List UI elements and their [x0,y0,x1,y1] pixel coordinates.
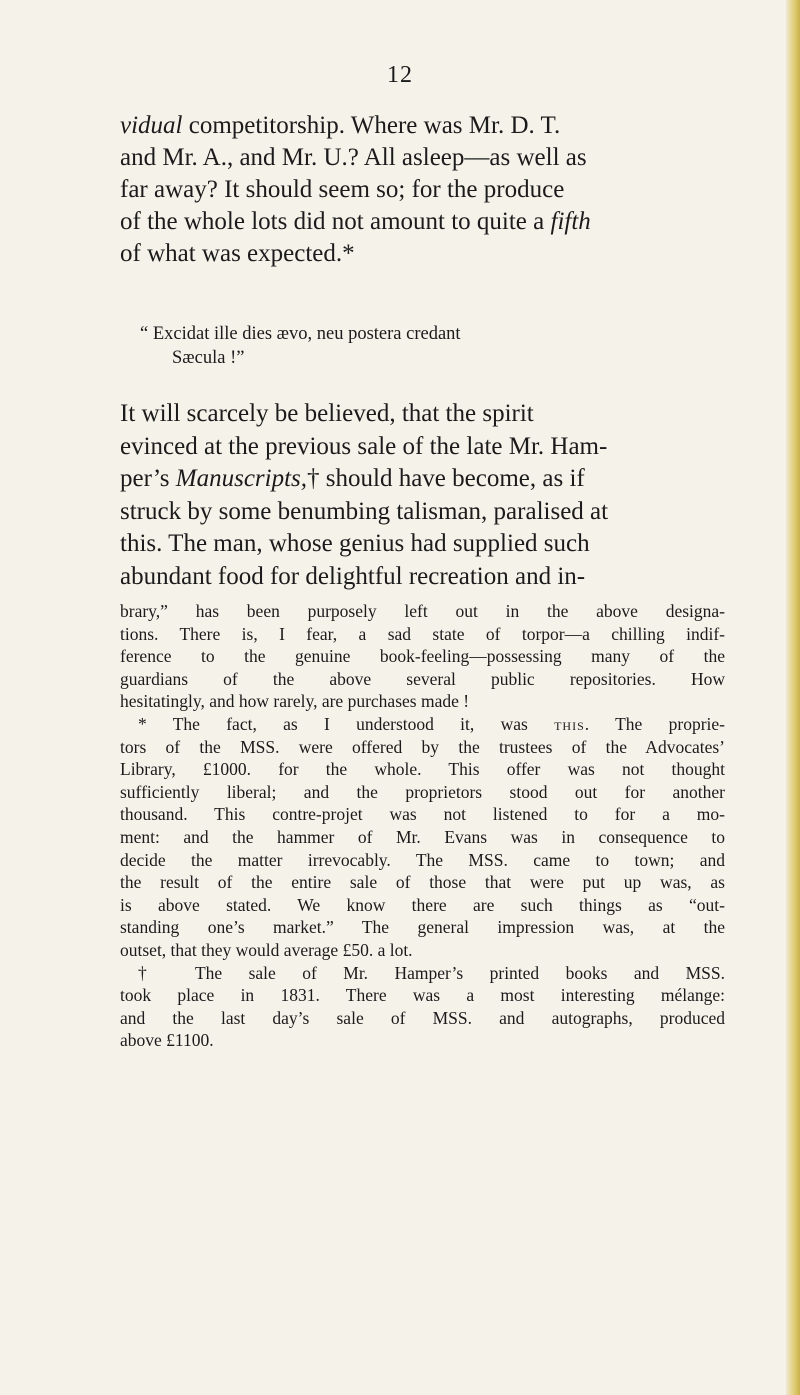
note-cont-line: hesitatingly, and how rarely, are purchases made ! [120,691,470,712]
note-star-line: standing one’s market.” The general impression was, at the [120,917,725,938]
p2-line3a: per’s [120,465,176,492]
note-star-line: the result of the entire sale of those that were put up was, as [120,872,725,893]
footnotes [120,600,725,1052]
note-star-line1a: * The fact, as I understood it, was [138,713,555,734]
note-star-line: decide the matter irrevocably. The MSS. came to town; and [120,849,725,870]
latin-quote [140,322,730,370]
page-number: 12 [387,62,413,88]
p2-line1: It will scarcely be believed, that the spirit [120,400,534,427]
page-edge [786,0,800,1395]
p2-line4: struck by some benumbing talisman, paralised at [120,497,609,525]
footnote-dagger [120,962,725,1052]
footnote-star [120,713,725,962]
note-cont-line: brary,” has been purposely left out in the above designa- [120,601,725,621]
p2-line5: this. The man, whose genius had supplied such [120,530,590,557]
main-line4: of the whole lots did not amount to quite a [120,208,551,235]
note-cont-line: tions. There is, I fear, a sad state of torpor—a chilling indif- [120,623,725,644]
note-star-line: thousand. This contre-projet was not listened to for a mo- [120,804,725,825]
note-star-line [120,713,725,736]
main-line4-italic: fifth [550,208,591,235]
main-line5: of what was expected.* [120,240,355,267]
note-star-line: is above stated. We know there are such things as “out- [120,894,725,915]
second-paragraph [120,398,725,593]
note-star-line: outset, that they would average £50. a lot. [120,939,413,960]
main-line1-italic: vidual [120,112,183,139]
p2-line3-italic: Manuscripts, [175,465,308,492]
note-star-this: this [554,713,585,734]
main-line3: far away? It should seem so; for the produce [120,176,565,203]
p2-line6: abundant food for delightful recreation and in- [120,562,586,590]
quote-line1: “ Excidat ille dies ævo, neu postera credant [140,324,461,344]
note-star-line: sufficiently liberal; and the proprietors stood out for another [120,781,725,802]
note-star-line1b: . The proprie- [584,713,725,734]
p2-line2: evinced at the previous sale of the late Mr. Ham- [120,432,608,460]
note-star-line: Library, £1000. for the whole. This offer was not thought [120,759,725,780]
main-line1: competitorship. Where was Mr. D. T. [182,112,561,139]
main-line2: and Mr. A., and Mr. U.? All asleep—as well as [120,144,587,171]
quote-line2: Sæcula !” [172,348,245,368]
note-cont-line: guardians of the above several public repositories. How [120,668,725,689]
note-dagger-line: above £1100. [120,1030,214,1051]
note-star-line: tors of the MSS. were offered by the trustees of the Advocates’ [120,736,725,757]
note-dagger-line: and the last day’s sale of MSS. and autographs, produced [120,1007,725,1028]
footnote-continuation [120,600,725,713]
main-paragraph [120,110,725,270]
note-cont-line: ference to the genuine book-feeling—possessing many of the [120,646,725,667]
note-dagger-line: took place in 1831. There was a most interesting mélange: [120,985,725,1006]
p2-line3b: † should have become, as if [307,465,585,492]
note-dagger-line: † The sale of Mr. Hamper’s printed books and MSS. [138,962,725,983]
note-star-line: ment: and the hammer of Mr. Evans was in consequence to [120,826,725,847]
